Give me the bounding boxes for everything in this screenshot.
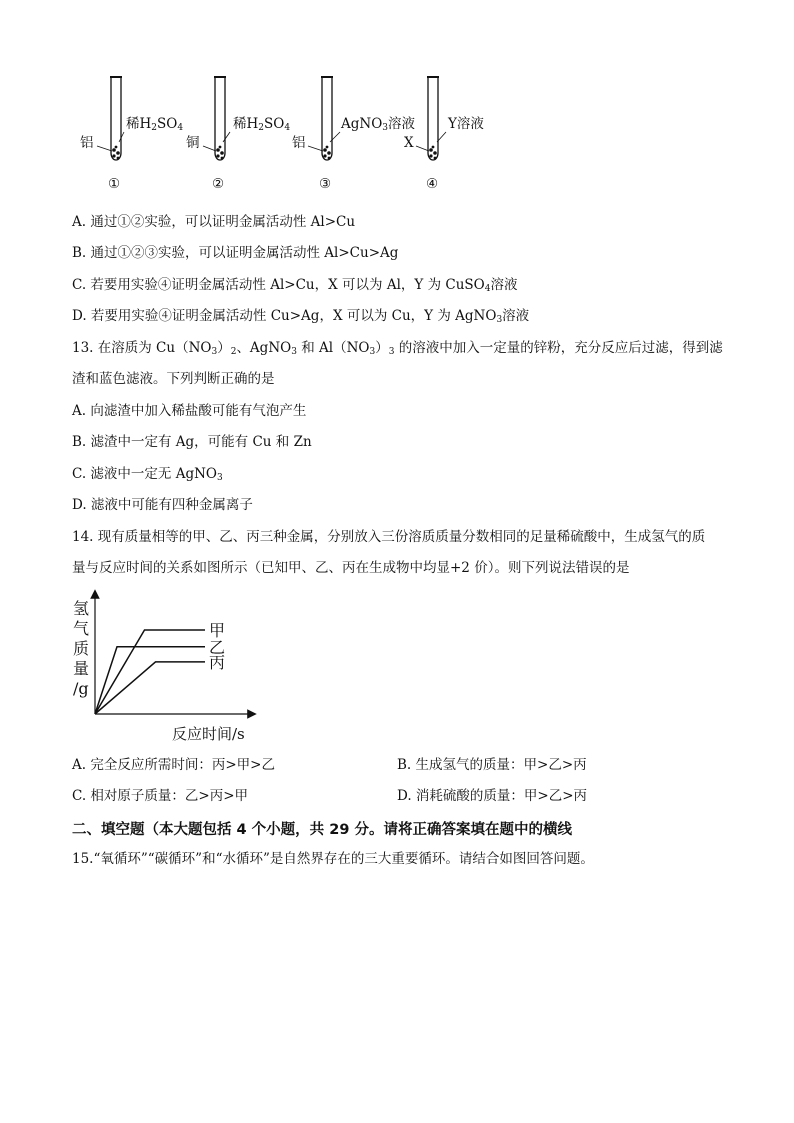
q12-option-a: A. 通过①②实验，可以证明金属活动性 Al>Cu: [72, 214, 356, 230]
tube-4-solution-label: Y溶液: [448, 116, 484, 132]
pointer-line: [416, 146, 429, 151]
q13-option-d: D. 滤液中可能有四种金属离子: [72, 497, 253, 513]
test-tubes-figure: [0, 0, 794, 200]
tube-4-metal-label: X: [404, 135, 414, 151]
tube-2-solution-label: 稀$H_2SO_4$: [233, 116, 291, 133]
q14-option-a: A. 完全反应所需时间：丙>甲>乙: [72, 757, 275, 773]
tube-1-number: ①: [108, 176, 121, 192]
q12-option-d: D. 若要用实验④证明金属活动性 Cu>Ag，X 可以为 Cu，Y 为 AgNO$_3$溶液: [72, 308, 530, 325]
pointer-line: [203, 146, 216, 151]
q13-option-b: B. 滤渣中一定有 Ag，可能有 Cu 和 Zn: [72, 434, 312, 450]
y-axis-label-char: /g: [73, 679, 89, 698]
pointer-line: [97, 146, 112, 151]
hydrogen-mass-chart: [66, 588, 266, 748]
tube-3-number: ③: [319, 176, 332, 192]
q14-stem-line-2: 量与反应时间的关系如图所示（已知甲、乙、丙在生成物中均显+2 价）。则下列说法错误的是: [72, 560, 630, 576]
q13-option-c: C. 滤液中一定无 AgNO$_3$: [72, 466, 223, 483]
tube-2-metal-label: 铜: [186, 135, 200, 151]
series-line-3: [95, 662, 205, 714]
q14-option-b: B. 生成氢气的质量：甲>乙>丙: [397, 757, 587, 773]
tube-3-metal-label: 铝: [292, 135, 306, 151]
q12-option-b: B. 通过①②③实验，可以证明金属活动性 Al>Cu>Ag: [72, 245, 399, 261]
section-2-heading: 二、填空题（本大题包括 4 个小题，共 29 分。请将正确答案填在题中的横线: [72, 822, 572, 838]
tube-4-number: ④: [426, 176, 439, 192]
tube-1-metal-label: 铝: [80, 135, 94, 151]
series-label-2: 乙: [209, 637, 226, 657]
tube-1-solution-label: 稀$H_2SO_4$: [126, 116, 184, 133]
x-axis-label: 反应时间/s: [172, 725, 245, 743]
series-line-2: [95, 647, 205, 714]
test-tube-2: [214, 77, 226, 160]
pointer-line: [308, 146, 323, 151]
series-label-1: 甲: [209, 621, 226, 640]
q13-stem-line-2: 渣和蓝色滤液。下列判断正确的是: [72, 371, 275, 387]
q15-stem: 15.“氧循环”“碳循环”和“水循环”是自然界存在的三大重要循环。请结合如图回答问题。: [72, 851, 594, 867]
q13-option-a: A. 向滤渣中加入稀盐酸可能有气泡产生: [72, 403, 307, 419]
test-tube-3: [321, 77, 333, 160]
q12-option-c: C. 若要用实验④证明金属活动性 Al>Cu，X 可以为 Al，Y 为 CuSO$_4$溶液: [72, 277, 518, 294]
y-axis-label-char: 氢: [73, 599, 90, 618]
q14-option-d: D. 消耗硫酸的质量：甲>乙>丙: [397, 788, 588, 804]
q13-stem-line-1: 13. 在溶质为 $Cu(NO_3)_2$、AgNO$_3$ 和 $Al(NO_3)_3$ 的溶液中加入一定量的锌粉，充分反应后过滤，得到滤: [72, 340, 723, 357]
y-axis-label-char: 气: [73, 619, 90, 638]
q14-option-c: C. 相对原子质量：乙>丙>甲: [72, 788, 249, 804]
test-tube-1: [110, 77, 122, 160]
series-line-1: [95, 630, 205, 714]
series-label-3: 丙: [209, 652, 226, 672]
q14-stem-line-1: 14. 现有质量相等的甲、乙、丙三种金属，分别放入三份溶质质量分数相同的足量稀硫酸中，生成氢气的质: [72, 529, 706, 545]
tube-3-solution-label: AgNO$_3$溶液: [341, 116, 416, 133]
y-axis-label-char: 量: [73, 659, 90, 678]
y-axis-label-char: 质: [73, 639, 90, 658]
tube-2-number: ②: [212, 176, 225, 192]
test-tube-4: [427, 77, 439, 160]
pointer-line: [223, 132, 230, 142]
